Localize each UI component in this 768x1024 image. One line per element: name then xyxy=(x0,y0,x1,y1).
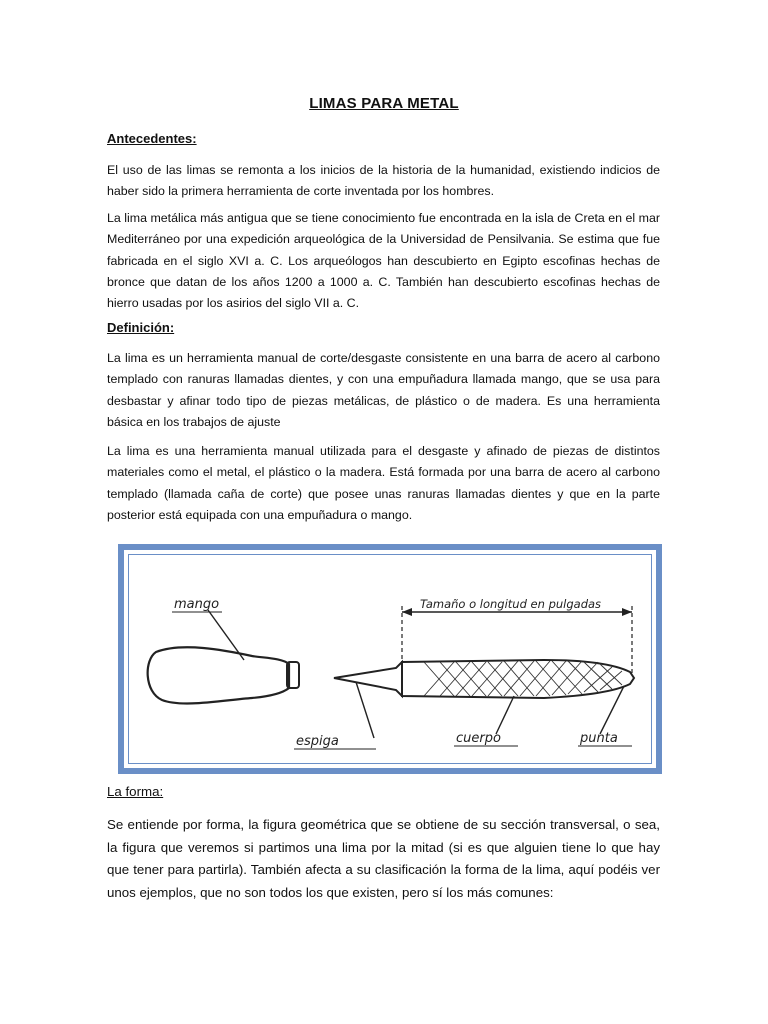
section-heading-antecedentes: Antecedentes: xyxy=(107,131,197,146)
file-diagram-figure xyxy=(118,544,662,774)
label-mango: mango xyxy=(174,597,220,612)
label-punta: punta xyxy=(580,731,618,746)
handle-shape xyxy=(148,647,289,703)
tang-shape xyxy=(334,662,402,696)
paragraph-definicion-1: La lima es un herramienta manual de corte/desgaste consistente en una barra de acero al carbono templado con ranuras llamadas dientes, y con una empuñadura llamada mango, que se usa para desbastar y afinar todo tipo de piezas metálicas, de plástico o de madera. Es una herramienta básica en los trabajos de ajuste xyxy=(107,351,660,429)
file-diagram xyxy=(124,550,656,768)
paragraph-definicion-2: La lima es una herramienta manual utilizada para el desgaste y afinado de piezas de distintos materiales como el metal, el plástico o la madera. Está formada por una barra de acero al carbono templado (llamada caña de corte) que posee unas ranuras llamadas dientes y que en la parte posterior está equipada con una empuñadura o mango. xyxy=(107,444,660,522)
paragraph-la-forma-1: Se entiende por forma, la figura geométrica que se obtiene de su sección transversal, o sea, la figura que veremos si partimos una lima por la mitad (si es que alguien tiene lo que hay que tener para partirla). También afecta a su clasificación la forma de la lima, aquí podéis ver unos ejemplos, que no son todos los que existen, pero sí los más comunes: xyxy=(107,817,660,900)
section-heading-la-forma: La forma: xyxy=(107,784,164,799)
page-title: LIMAS PARA METAL xyxy=(309,95,459,112)
label-cuerpo: cuerpo xyxy=(456,731,501,746)
label-espiga: espiga xyxy=(296,734,339,749)
dimension-arrow-left xyxy=(402,608,412,616)
dimension-arrow-right xyxy=(622,608,632,616)
leader-mango xyxy=(208,610,244,660)
leader-cuerpo xyxy=(496,696,514,734)
leader-espiga xyxy=(356,682,374,738)
teeth-pattern xyxy=(424,661,622,696)
leader-punta xyxy=(600,686,624,734)
paragraph-antecedentes-1: El uso de las limas se remonta a los inicios de la historia de la humanidad, existiendo indicios de haber sido la primera herramienta de corte inventada por los hombres. xyxy=(107,163,660,199)
label-length: Tamaño o longitud en pulgadas xyxy=(420,597,602,611)
section-heading-definicion: Definición: xyxy=(107,320,175,335)
paragraph-antecedentes-2: La lima metálica más antigua que se tiene conocimiento fue encontrada en la isla de Creta en el mar Mediterráneo por una expedición arqueológica de la Universidad de Pensilvania. Se estima que fue fabricada en el siglo XVI a. C. Los arqueólogos han descubierto en Egipto escofinas hechas de bronce que datan de los años 1200 a 1000 a. C. También han descubierto escofinas hechas de hierro usadas por los asirios del siglo VII a. C. xyxy=(107,211,660,311)
